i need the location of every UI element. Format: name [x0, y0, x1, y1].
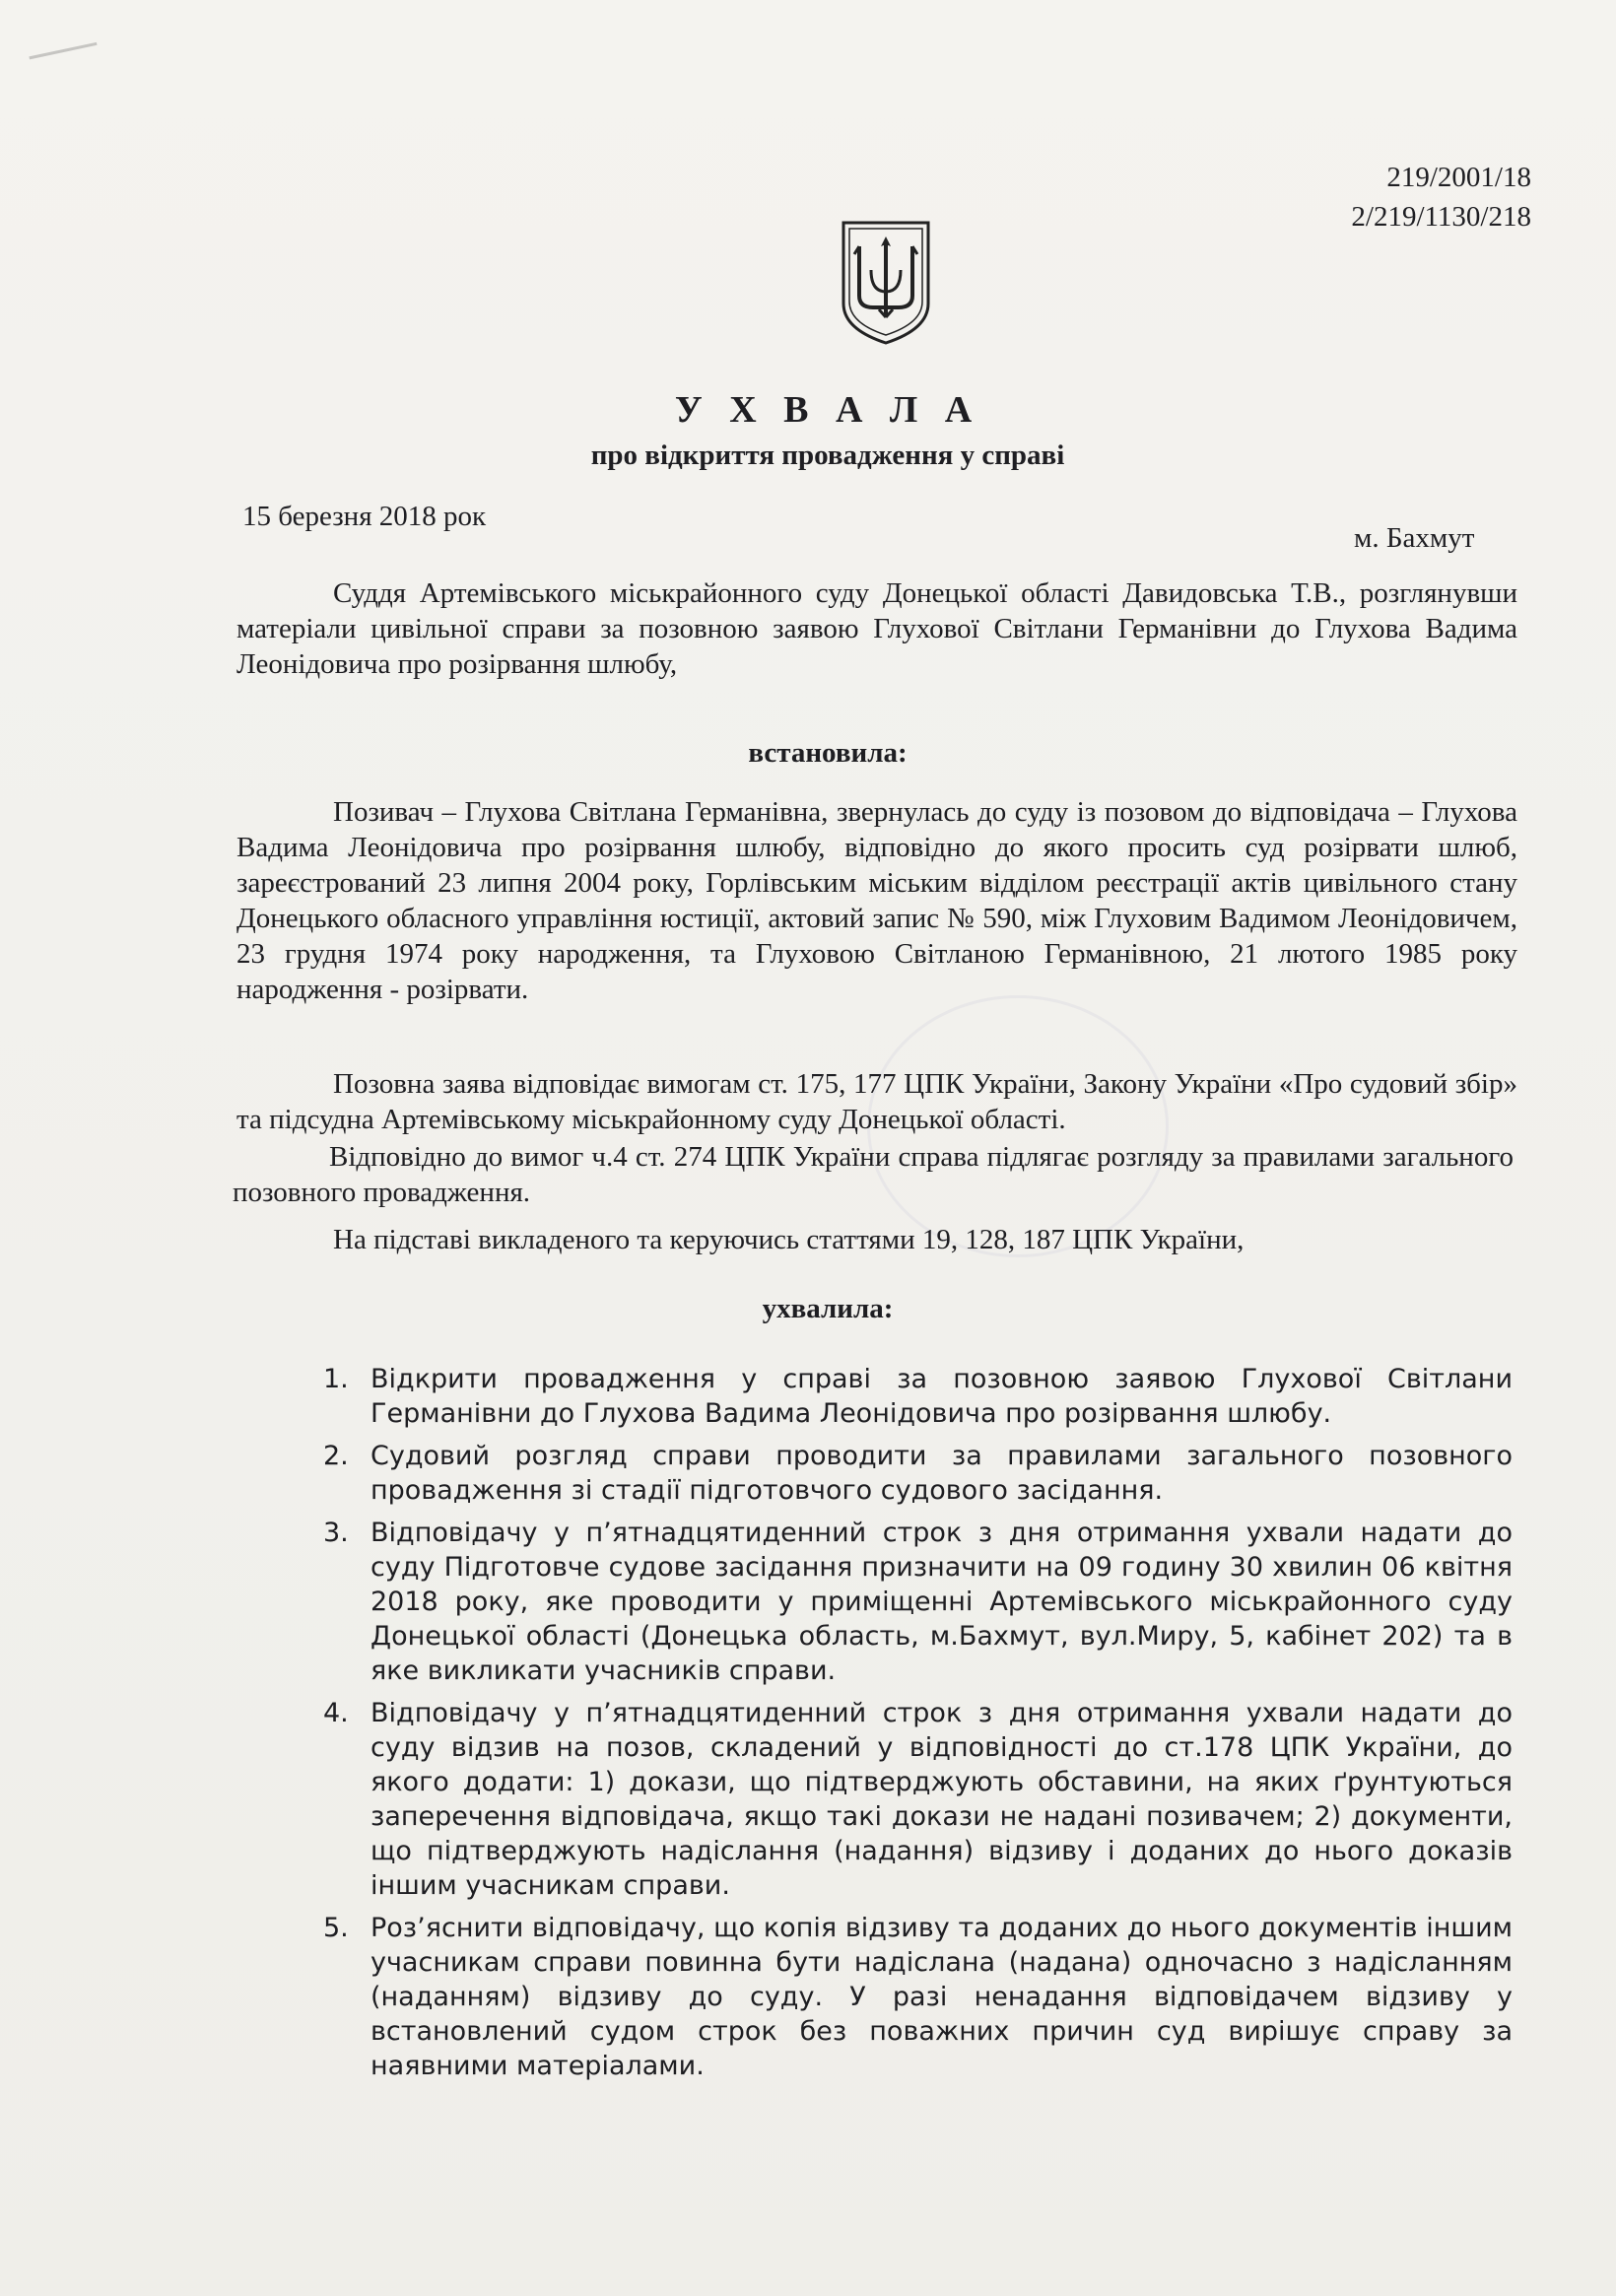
basis-paragraph: На підставі викладеного та керуючись статтями 19, 128, 187 ЦПК України, [333, 1224, 1245, 1255]
procedure-paragraph: Відповідно до вимог ч.4 ст. 274 ЦПК України справа підлягає розгляду за правилами загального позовного провадження. [233, 1141, 1514, 1208]
order-number: 1. [323, 1364, 349, 1394]
order-item [305, 1911, 1513, 2083]
document-subtitle: про відкриття провадження у справі [590, 439, 1065, 471]
document-title: У Х В А Л А [674, 389, 981, 431]
order-item [305, 1696, 1513, 1903]
order-item [305, 1362, 1513, 1431]
order-text: Роз’яснити відповідачу, що копія відзиву та доданих до нього документів іншим учасникам справи повинна бути надіслана (надана) одночасно з надісланням (наданням) відзиву до суду. У разі ненадання відповідачем відзиву у встановлений судом строк без поважних причин суд вирішує справу за наявними матеріалами. [370, 1913, 1513, 2081]
document-date: 15 березня 2018 рок [242, 501, 487, 532]
scan-artifact [29, 42, 99, 69]
order-number: 4. [323, 1698, 349, 1728]
case-number-secondary: 2/219/1130/218 [1351, 201, 1531, 233]
case-numbers [1351, 158, 1531, 236]
requirements-paragraph: Позовна заява відповідає вимогам ст. 175, 177 ЦПК України, Закону України «Про судовий збір» та підсудна Артемівському міськрайонному суду Донецької області. [236, 1068, 1517, 1135]
claim-paragraph: Позивач – Глухова Світлана Германівна, звернулась до суду із позовом до відповідача – Глухова Вадима Леонідовича про розірвання шлюбу, відповідно до якого просить суд розірвати шлюб, зареєстрований 23 липня 2004 року, Горлівським міським відділом реєстрації актів цивільного стану Донецького обласного управління юстиції, актовий запис № 590, між Глуховим Вадимом Леонідовичем, 23 грудня 1974 року народження, та Глуховою Світланою Германівною, 21 лютого 1985 року народження - розірвати. [236, 796, 1517, 1005]
order-number: 5. [323, 1913, 349, 1943]
intro-paragraph: Суддя Артемівського міськрайонного суду Донецької області Давидовська Т.В., розглянувши матеріали цивільної справи за позовною заявою Глухової Світлани Германівни до Глухова Вадима Леонідовича про розірвання шлюбу, [236, 577, 1517, 680]
order-text: Відкрити провадження у справі за позовною заявою Глухової Світлани Германівни до Глухова Вадима Леонідовича про розірвання шлюбу. [370, 1364, 1513, 1429]
document-city: м. Бахмут [1354, 522, 1475, 554]
order-number: 3. [323, 1518, 349, 1548]
order-text: Відповідачу у п’ятнадцятиденний строк з дня отримання ухвали надати до суду відзив на позов, складений у відповідності до ст.178 ЦПК України, до якого додати: 1) докази, що підтверджують обставини, на яких ґрунтуються заперечення відповідача, якщо такі докази не надані позивачем; 2) документи, що підтверджують надіслання (надання) відзиву і доданих до нього доказів іншим учасникам справи. [370, 1698, 1513, 1901]
trident-coat-of-arms-icon [838, 219, 934, 347]
case-number-primary: 219/2001/18 [1386, 162, 1531, 193]
order-text: Відповідачу у п’ятнадцятиденний строк з дня отримання ухвали надати до суду Підготовче судове засідання призначити на 09 годину 30 хвилин 06 квітня 2018 року, яке проводити у приміщенні Артемівського міськрайонного суду Донецької області (Донецька область, м.Бахмут, вул.Миру, 5, кабінет 202) та в яке викликати учасників справи. [370, 1518, 1513, 1686]
order-item [305, 1439, 1513, 1508]
order-text: Судовий розгляд справи проводити за правилами загального позовного провадження зі стадії підготовчого судового засідання. [370, 1441, 1513, 1506]
orders-list [305, 1362, 1513, 2091]
heading-established: встановила: [748, 737, 908, 769]
order-number: 2. [323, 1441, 349, 1471]
heading-decided: ухвалила: [762, 1293, 894, 1324]
order-item [305, 1516, 1513, 1688]
